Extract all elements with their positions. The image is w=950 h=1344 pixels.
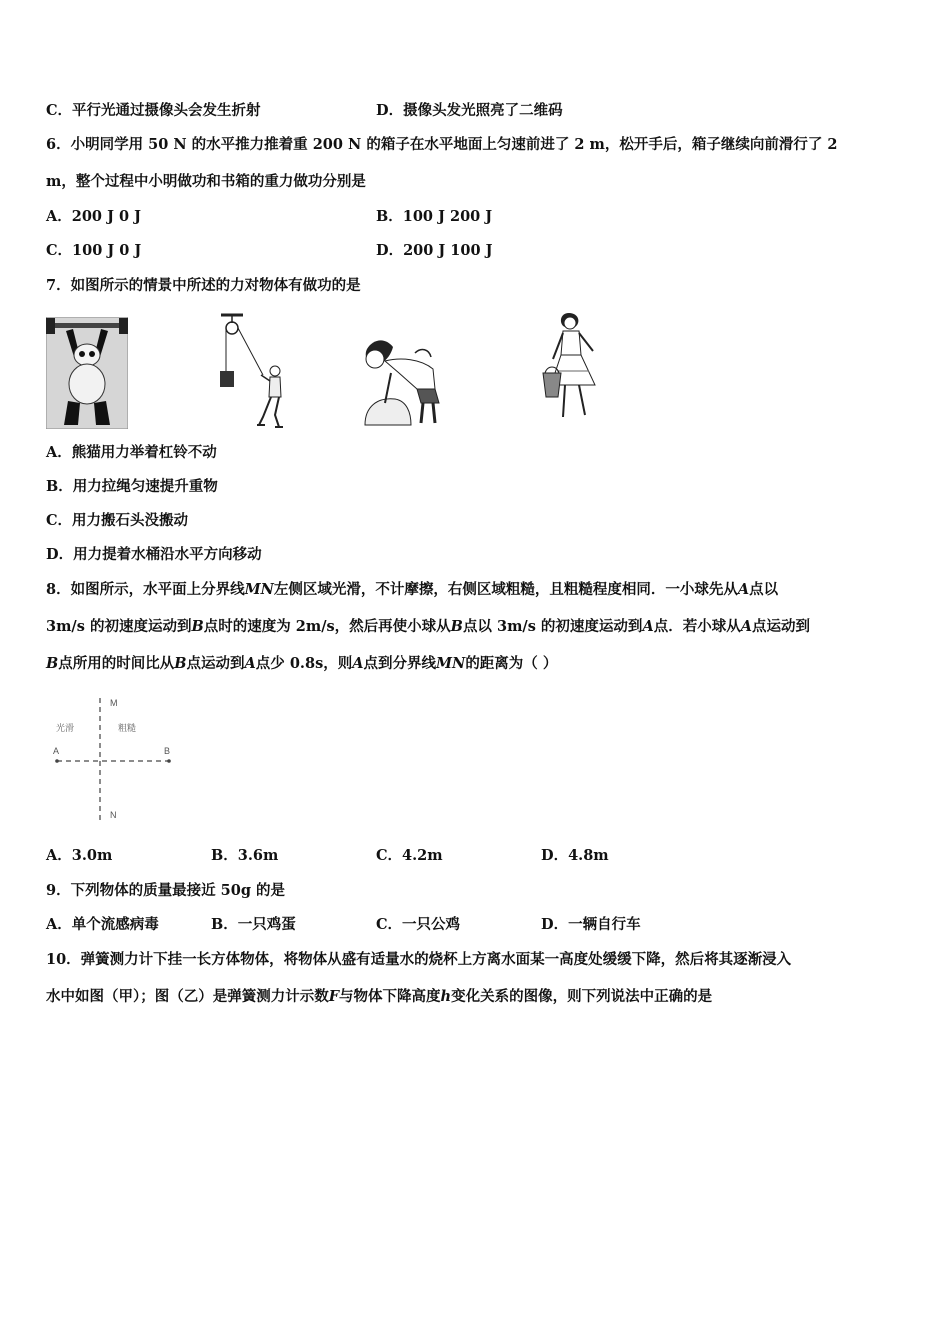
label-a: A bbox=[53, 746, 60, 756]
q7-option-a: A．熊猫用力举着杠铃不动 bbox=[46, 444, 217, 461]
q10-stem-line1: 10．弹簧测力计下挂一长方体物体，将物体从盛有适量水的烧杯上方离水面某一高度处缓缓下降，然后将其逐渐浸入 bbox=[46, 951, 792, 968]
q7-option-b: B．用力拉绳匀速提升重物 bbox=[46, 478, 218, 495]
bucket-carrying-figure bbox=[539, 311, 619, 431]
q10-stem-line2: 水中如图（甲）；图（乙）是弹簧测力计示数F与物体下降高度h变化关系的图像，则下列说法中正确的是 bbox=[46, 988, 713, 1005]
q7-stem: 7．如图所示的情景中所述的力对物体有做功的是 bbox=[46, 277, 361, 294]
q8-option-c: C．4.2m bbox=[376, 847, 443, 864]
label-rough: 粗糙 bbox=[118, 724, 137, 734]
label-n: N bbox=[110, 810, 117, 820]
q9-option-b: B．一只鸡蛋 bbox=[211, 916, 296, 933]
point-b-marker bbox=[167, 759, 171, 763]
q9-option-c: C．一只公鸡 bbox=[376, 916, 461, 933]
q8-stem-line2: 3m/s 的初速度运动到B点时的速度为 2m/s，然后再使小球从B点以 3m/s 的初速度运动到A点．若小球从A点运动到 bbox=[46, 618, 810, 635]
q6-stem-line2: m，整个过程中小明做功和书箱的重力做功分别是 bbox=[46, 173, 366, 190]
stone-pushing-figure bbox=[355, 333, 445, 429]
label-m: M bbox=[110, 698, 118, 708]
q9-option-a: A．单个流感病毒 bbox=[46, 916, 159, 933]
rope-pulley-figure bbox=[215, 313, 295, 431]
q8-option-d: D．4.8m bbox=[541, 847, 609, 864]
q7-option-c: C．用力搬石头没搬动 bbox=[46, 512, 189, 529]
q6-option-c: C．100 J 0 J bbox=[46, 242, 142, 259]
q9-stem: 9．下列物体的质量最接近 50g 的是 bbox=[46, 882, 286, 899]
label-smooth: 光滑 bbox=[56, 724, 75, 734]
q7-option-d: D．用力提着水桶沿水平方向移动 bbox=[46, 546, 262, 563]
q8-stem-line1: 8．如图所示，水平面上分界线MN左侧区域光滑，不计摩擦，右侧区域粗糙，且粗糙程度相同．一小球先从A点以 bbox=[46, 581, 779, 598]
q5-option-d: D．摄像头发光照亮了二维码 bbox=[376, 102, 563, 119]
q8-stem-line3: B点所用的时间比从B点运动到A点少 0.8s，则A点到分界线MN的距离为（ ） bbox=[46, 655, 558, 672]
q6-stem-line1: 6．小明同学用 50 N 的水平推力推着重 200 N 的箱子在水平地面上匀速前进了 2 m，松开手后，箱子继续向前滑行了 2 bbox=[46, 136, 838, 153]
q6-option-a: A．200 J 0 J bbox=[46, 208, 141, 225]
point-a-marker bbox=[55, 759, 59, 763]
q9-option-d: D．一辆自行车 bbox=[541, 916, 641, 933]
label-b: B bbox=[164, 746, 171, 756]
q8-option-a: A．3.0m bbox=[46, 847, 113, 864]
panda-barbell-figure bbox=[46, 317, 128, 429]
q6-option-b: B．100 J 200 J bbox=[376, 208, 493, 225]
q5-option-c: C．平行光通过摄像头会发生折射 bbox=[46, 102, 261, 119]
boundary-mn-diagram bbox=[46, 692, 180, 824]
q6-option-d: D．200 J 100 J bbox=[376, 242, 493, 259]
q8-option-b: B．3.6m bbox=[211, 847, 279, 864]
